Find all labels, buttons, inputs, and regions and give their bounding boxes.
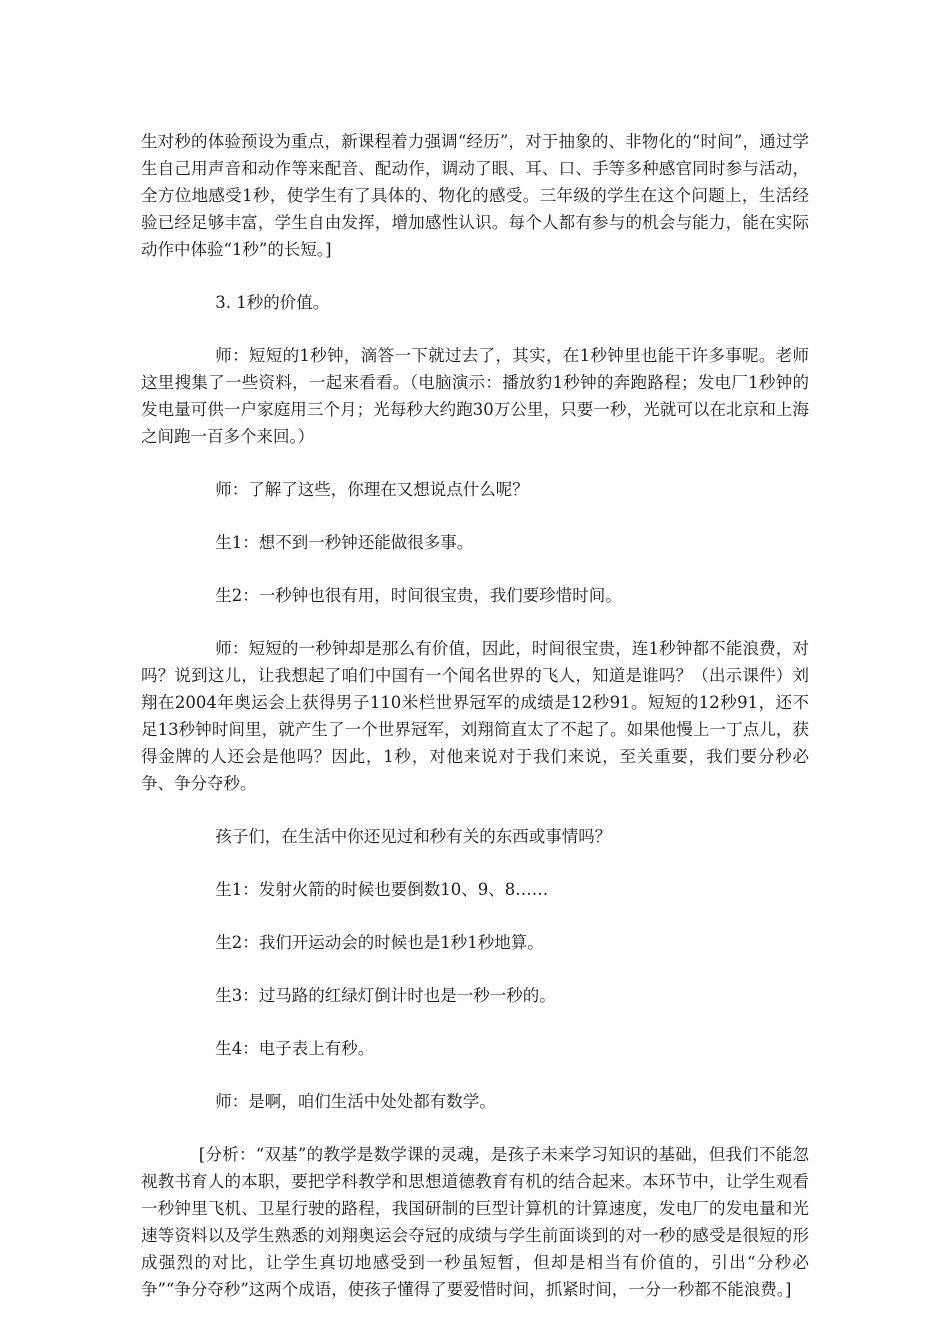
paragraph-student-1: 生1：想不到一秒钟还能做很多事。	[215, 533, 474, 552]
paragraph-student-3-traffic: 生3：过马路的红绿灯倒计时也是一秒一秒的。	[215, 986, 556, 1005]
section-heading-value-of-one-second: 3. 1秒的价值。	[215, 293, 330, 312]
paragraph-teacher-question: 师：了解了这些，你理在又想说点什么呢？	[215, 480, 529, 499]
paragraph-teacher-intro: 师：短短的1秒钟，滴答一下就过去了，其实，在1秒钟里也能干许多事呢。老师这里搜集了一些资料，一起来看看。（电脑演示：播放豹1秒钟的奔跑路程；发电厂1秒钟的发电量可供一户家庭用三个月；光每秒大约跑30万公里，只要一秒，光就可以在北京和上海之间跑一百多个来回。）	[141, 346, 809, 446]
paragraph-student-4-watch: 生4：电子表上有秒。	[215, 1039, 375, 1058]
paragraph-student-2-sports: 生2：我们开运动会的时候也是1秒1秒地算。	[215, 933, 544, 952]
document-body	[141, 128, 809, 1329]
paragraph-student-2: 生2：一秒钟也很有用，时间很宝贵，我们要珍惜时间。	[215, 586, 622, 605]
paragraph-teacher-conclusion: 师：是啊，咱们生活中处处都有数学。	[215, 1092, 496, 1111]
paragraph-teacher-liuxiang: 师：短短的一秒钟却是那么有价值，因此，时间很宝贵，连1秒钟都不能浪费，对吗？说到这儿，让我想起了咱们中国有一个闻名世界的飞人，知道是谁吗？（出示课件）刘翔在2004年奥运会上获得男子110米栏世界冠军的成绩是12秒91。短短的12秒91，还不足13秒钟时间里，就产生了一个世界冠军，刘翔简直太了不起了。如果他慢上一丁点儿，获得金牌的人还会是他吗？因此，1秒，对他来说对于我们来说，至关重要，我们要分秒必争、争分夺秒。	[141, 639, 809, 793]
paragraph-student-1-rocket: 生1：发射火箭的时候也要倒数10、9、8……	[215, 880, 549, 899]
paragraph-teacher-prompt: 孩子们，在生活中你还见过和秒有关的东西或事情吗？	[215, 827, 612, 846]
paragraph-analysis-continued: 生对秒的体验预设为重点，新课程着力强调“经历”，对于抽象的、非物化的“时间”，通过学生自己用声音和动作等来配音、配动作，调动了眼、耳、口、手等多种感官同时参与活动，全方位地感受1秒，使学生有了具体的、物化的感受。三年级的学生在这个问题上，生活经验已经足够丰富，学生自由发挥，增加感性认识。每个人都有参与的机会与能力，能在实际动作中体验“1秒”的长短。]	[141, 132, 809, 259]
paragraph-analysis: [分析：“双基”的教学是数学课的灵魂，是孩子未来学习知识的基础，但我们不能忽视教书育人的本职，要把学科教学和思想道德教育有机的结合起来。本环节中，让学生观看一秒钟里飞机、卫星行驶的路程，我国研制的巨型计算机的计算速度，发电厂的发电量和光速等资料以及学生熟悉的刘翔奥运会夺冠的成绩与学生前面谈到的对一秒的感受是很短的形成强烈的对比，让学生真切地感受到一秒虽短暂，但却是相当有价值的，引出“分秒必争”“争分夺秒”这两个成语，使孩子懂得了要爱惜时间，抓紧时间，一分一秒都不能浪费。]	[141, 1145, 809, 1299]
